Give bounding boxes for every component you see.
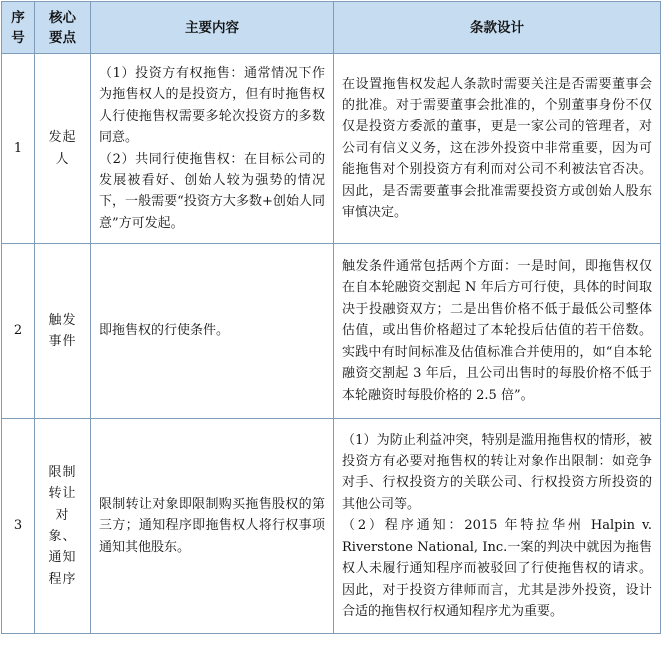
content-paragraph: 限制转让对象即限制购买拖售股权的第三方；通知程序即拖售权人将行权事项通知其他股东。 bbox=[99, 496, 325, 555]
row-key-point-label: 发起人 bbox=[48, 130, 77, 167]
content-paragraph: （2）共同行使拖售权：在目标公司的发展被看好、创始人较为强势的情况下，一般需要“投资方大多数+创始人同意”方可发起。 bbox=[99, 151, 325, 231]
header-key-points-label: 核心要点 bbox=[49, 9, 76, 46]
row-key-point bbox=[35, 54, 91, 244]
row-seq: 2 bbox=[2, 244, 35, 419]
clause-table bbox=[1, 1, 661, 634]
content-paragraph: （1）投资方有权拖售：通常情况下作为拖售权人的是投资方，但有时拖售权人行使拖售权需要多轮次投资方的多数同意。 bbox=[99, 65, 325, 146]
row-main-content bbox=[91, 419, 334, 634]
header-main-content: 主要内容 bbox=[91, 2, 334, 54]
table-row bbox=[2, 419, 661, 634]
row-key-point-label: 触发事件 bbox=[48, 312, 77, 349]
row-main-content bbox=[91, 54, 334, 244]
design-paragraph: （2）程序通知：2015 年特拉华州 Halpin v. Riverstone National, Inc.一案的判决中就因为拖售权人未履行通知程序而被驳回了行使拖售权的请求。因此，对于投资方律师而言，尤其是涉外投资，设计合适的拖售权行权通知程序尤为重要。 bbox=[342, 518, 652, 619]
row-clause-design bbox=[334, 54, 661, 244]
header-clause-design: 条款设计 bbox=[334, 2, 661, 54]
row-seq: 1 bbox=[2, 54, 35, 244]
table-row bbox=[2, 244, 661, 419]
row-key-point bbox=[35, 244, 91, 419]
row-clause-design bbox=[334, 244, 661, 419]
row-clause-design bbox=[334, 419, 661, 634]
table-header-row bbox=[2, 2, 661, 54]
header-seq-label: 序号 bbox=[11, 9, 25, 46]
row-main-content bbox=[91, 244, 334, 419]
table-row bbox=[2, 54, 661, 244]
design-paragraph: 触发条件通常包括两个方面：一是时间，即拖售权仅在自本轮融资交割起 N 年后方可行使，具体的时间取决于投融资双方；二是出售价格不低于最低公司整体估值，或出售价格超过了本轮投后估值的若干倍数。实践中有时间标准及估值标准合并使用的，如“自本轮融资交割起 3 年后，且公司出售时的每股价格不低于本轮融资时每股价格的 2.5 倍”。 bbox=[342, 259, 652, 403]
header-seq bbox=[2, 2, 35, 54]
design-paragraph: 在设置拖售权发起人条款时需要关注是否需要董事会的批准。对于需要董事会批准的，个别董事身份不仅仅是投资方委派的董事，更是一家公司的管理者，对公司有信义义务，这在涉外投资中非常重要，因为可能拖售对个别投资方有利而对公司不利被法官否决。因此，是否需要董事会批准需要投资方或创始人股东审慎决定。 bbox=[342, 76, 652, 221]
design-paragraph: （1）为防止利益冲突，特别是滥用拖售权的情形，被投资方有必要对拖售权的转让对象作出限制：如竞争对手、行权投资方的关联公司、行权投资方所投资的其他公司等。 bbox=[342, 432, 652, 512]
header-key-points bbox=[35, 2, 91, 54]
row-key-point-label: 限制转让对象、通知程序 bbox=[48, 464, 77, 587]
content-paragraph: 即拖售权的行使条件。 bbox=[99, 323, 230, 339]
row-key-point bbox=[35, 419, 91, 634]
row-seq: 3 bbox=[2, 419, 35, 634]
